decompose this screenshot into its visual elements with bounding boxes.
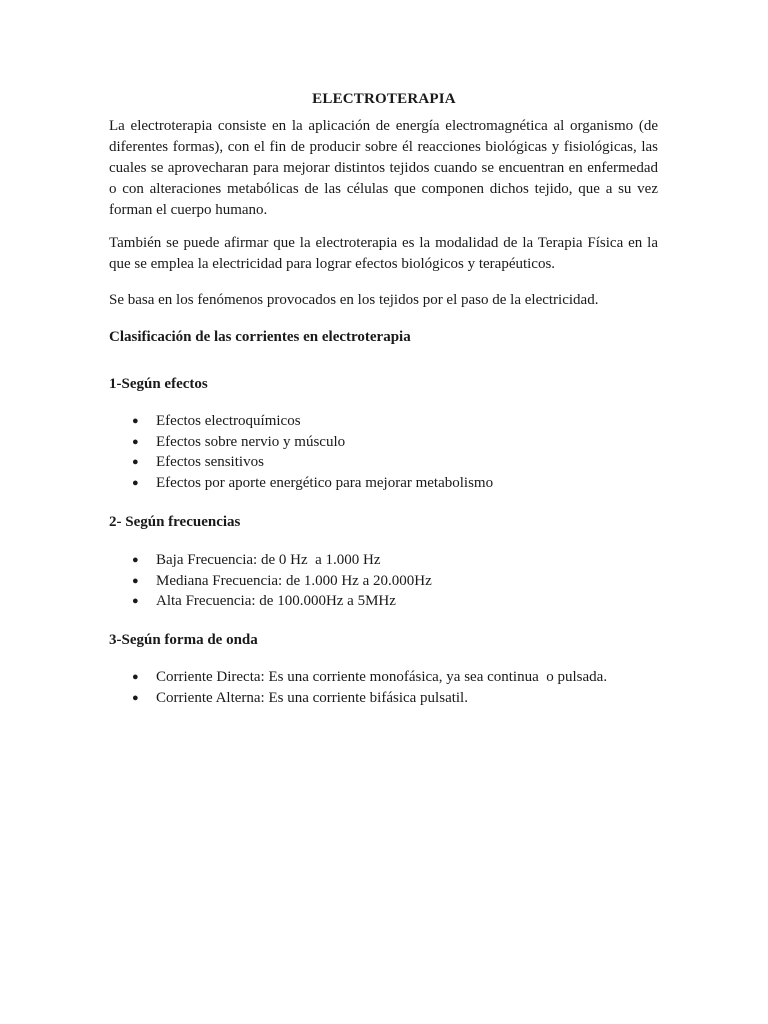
basis-paragraph: Se basa en los fenómenos provocados en los tejidos por el paso de la electricidad. bbox=[109, 292, 599, 308]
bullet-icon: ● bbox=[132, 691, 139, 704]
list-item-text: Efectos por aporte energético para mejorar metabolismo bbox=[156, 474, 494, 491]
list-item-text: Corriente Directa: Es una corriente monofásica, ya sea continua o pulsada. bbox=[156, 669, 608, 685]
section-heading-effects: 1-Según efectos bbox=[109, 376, 208, 392]
list-item-text: Mediana Frecuencia: de 1.000 Hz a 20.000Hz bbox=[156, 572, 432, 589]
document-title: ELECTROTERAPIA bbox=[312, 91, 456, 107]
classification-heading: Clasificación de las corrientes en electroterapia bbox=[109, 329, 411, 345]
bullet-icon: ● bbox=[132, 435, 139, 448]
list-item bbox=[109, 452, 493, 473]
list-item-text: Alta Frecuencia: de 100.000Hz a 5MHz bbox=[156, 593, 396, 609]
section-heading-waveform: 3-Según forma de onda bbox=[109, 632, 258, 648]
list-item bbox=[109, 688, 607, 709]
list-item bbox=[109, 591, 432, 612]
list-item-text: Efectos sobre nervio y músculo bbox=[156, 433, 346, 450]
list-item bbox=[109, 550, 432, 571]
waveform-list bbox=[109, 667, 607, 708]
list-item-text: Baja Frecuencia: de 0 Hz a 1.000 Hz bbox=[156, 552, 381, 568]
list-item bbox=[109, 411, 493, 432]
intro-paragraph: La electroterapia consiste en la aplicación de energía electromagnética al organismo (de diferentes formas), con el fin de producir sobre él reacciones biológicas y fisiológicas, las cuales se aprovecharan para mejorar distintos tejidos cuando se encuentran en enfermedad o con alteraciones metabólicas de las células que componen dichos tejido, que a su vez forman el cuerpo humano. bbox=[109, 118, 658, 218]
section-heading-frequencies: 2- Según frecuencias bbox=[109, 514, 241, 530]
definition-paragraph: También se puede afirmar que la electroterapia es la modalidad de la Terapia Física en la que se emplea la electricidad para lograr efectos biológicos y terapéuticos. bbox=[109, 235, 658, 272]
bullet-icon: ● bbox=[132, 456, 139, 468]
list-item bbox=[109, 432, 493, 453]
list-item bbox=[109, 667, 607, 688]
frequencies-list bbox=[109, 550, 432, 612]
list-item bbox=[109, 571, 432, 592]
list-item bbox=[109, 473, 493, 494]
bullet-icon: ● bbox=[132, 574, 139, 587]
bullet-icon: ● bbox=[132, 595, 139, 607]
list-item-text: Efectos electroquímicos bbox=[156, 413, 301, 429]
bullet-icon: ● bbox=[132, 554, 139, 566]
bullet-icon: ● bbox=[132, 415, 139, 427]
bullet-icon: ● bbox=[132, 671, 139, 683]
list-item-text: Corriente Alterna: Es una corriente bifásica pulsatil. bbox=[156, 689, 468, 706]
effects-list bbox=[109, 411, 493, 493]
list-item-text: Efectos sensitivos bbox=[156, 454, 264, 470]
bullet-icon: ● bbox=[132, 476, 139, 489]
